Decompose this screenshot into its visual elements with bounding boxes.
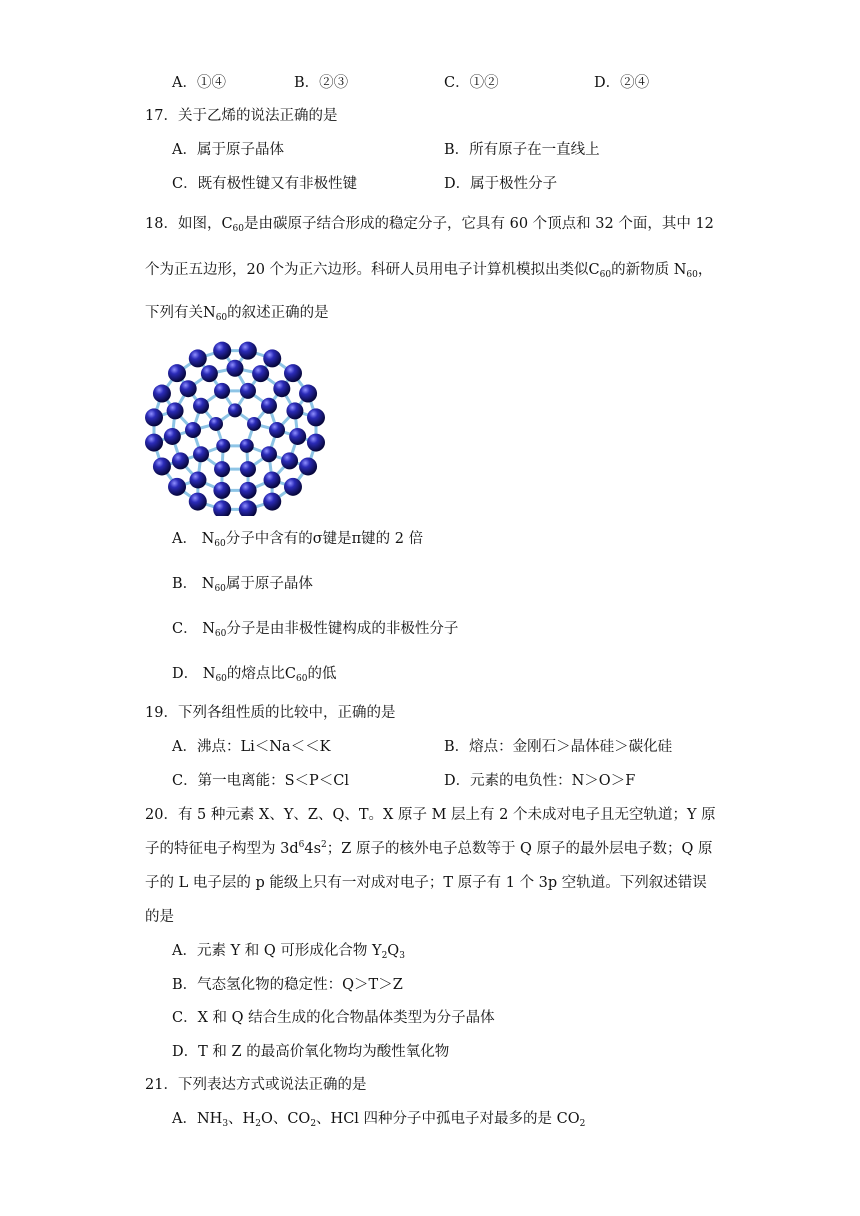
- atom: [189, 493, 207, 511]
- q20-option-b: B．气态氢化物的稳定性：Q＞T＞Z: [172, 977, 403, 993]
- q17-option-d: D．属于极性分子: [444, 176, 558, 192]
- atom: [239, 342, 257, 360]
- atom: [281, 452, 298, 469]
- atom: [240, 383, 256, 399]
- atom: [168, 478, 186, 496]
- atom: [213, 482, 230, 499]
- q16-option-a: A．①④: [172, 75, 226, 91]
- atom: [286, 402, 303, 419]
- q20-option-a: A．元素 Y 和 Q 可形成化合物 $Y_2Q_3$: [172, 943, 405, 961]
- atom: [240, 439, 254, 453]
- atom: [264, 471, 281, 488]
- atom: [216, 439, 230, 453]
- q18-option-d: D． $N_{60}$的熔点比$C_{60}$的低: [172, 666, 337, 684]
- atom: [299, 385, 317, 403]
- atom: [240, 482, 257, 499]
- atom: [307, 434, 325, 452]
- fullerene-molecule-figure: [145, 338, 325, 516]
- atom: [213, 500, 231, 516]
- atom: [168, 364, 186, 382]
- atom: [189, 471, 206, 488]
- atom: [263, 349, 281, 367]
- atom: [185, 422, 201, 438]
- atom: [227, 360, 244, 377]
- q19-option-b: B．熔点：金刚石＞晶体硅＞碳化硅: [444, 739, 673, 755]
- q18-stem-line1: 18．如图，$C_{60}$是由碳原子结合形成的稳定分子，它具有 60 个顶点和 32 个面，其中 12: [145, 216, 714, 234]
- q20-stem-line2: 子的特征电子构型为 $3d^64s^2$；Z 原子的核外电子总数等于 Q 原子的最外层电子数；Q 原: [145, 840, 713, 857]
- q17-stem: 17．关于乙烯的说法正确的是: [145, 108, 338, 124]
- atom: [213, 342, 231, 360]
- atom: [172, 452, 189, 469]
- q19-option-a: A．沸点：Li＜Na＜＜K: [172, 739, 331, 755]
- atom: [145, 408, 163, 426]
- atom: [214, 383, 230, 399]
- q16-option-b: B．②③: [294, 75, 349, 91]
- q17-option-b: B．所有原子在一直线上: [444, 142, 600, 158]
- atom: [189, 349, 207, 367]
- q16-option-d: D．②④: [594, 75, 650, 91]
- q19-stem: 19．下列各组性质的比较中，正确的是: [145, 705, 396, 721]
- atom: [153, 457, 171, 475]
- q18-stem-line2: 个为正五边形，20 个为正六边形。科研人员用电子计算机模拟出类似$C_{60}$的新物质 $N_{60}$，: [145, 262, 713, 280]
- atom: [307, 408, 325, 426]
- atom: [145, 434, 163, 452]
- q20-option-d: D．T 和 Z 的最高价氧化物均为酸性氧化物: [172, 1044, 450, 1060]
- atom: [252, 365, 269, 382]
- q17-option-c: C．既有极性键又有非极性键: [172, 176, 358, 192]
- atom: [240, 461, 256, 477]
- q18-option-a: A． $N_{60}$分子中含有的σ键是π键的 2 倍: [172, 531, 424, 549]
- atom: [193, 398, 209, 414]
- atom: [214, 461, 230, 477]
- atom: [263, 493, 281, 511]
- atom: [273, 380, 290, 397]
- q20-stem-line3: 子的 L 电子层的 p 能级上只有一对成对电子；T 原子有 1 个 3p 空轨道。下列叙述错误: [145, 875, 707, 891]
- q21-stem: 21．下列表达方式或说法正确的是: [145, 1077, 367, 1093]
- atom: [180, 380, 197, 397]
- atom: [228, 403, 242, 417]
- atom: [289, 428, 306, 445]
- atom: [261, 446, 277, 462]
- atom: [261, 398, 277, 414]
- atom: [193, 446, 209, 462]
- q16-option-c: C．①②: [444, 75, 499, 91]
- atom: [239, 500, 257, 516]
- q18-stem-line3: 下列有关$N_{60}$的叙述正确的是: [145, 305, 329, 323]
- atom: [269, 422, 285, 438]
- q20-option-c: C．X 和 Q 结合生成的化合物晶体类型为分子晶体: [172, 1010, 495, 1026]
- q21-option-a: A．$NH_3$、$H_2O$、$CO_2$、HCl 四种分子中孤电子对最多的是 $CO_2$: [172, 1111, 586, 1129]
- q17-option-a: A．属于原子晶体: [172, 142, 284, 158]
- q18-option-b: B． $N_{60}$属于原子晶体: [172, 576, 313, 594]
- atom: [153, 385, 171, 403]
- q19-option-d: D．元素的电负性：N＞O＞F: [444, 773, 636, 789]
- q19-option-c: C．第一电离能：S＜P＜Cl: [172, 773, 350, 789]
- atom: [247, 417, 261, 431]
- atom: [284, 364, 302, 382]
- atom: [201, 365, 218, 382]
- atom: [164, 428, 181, 445]
- q18-option-c: C． $N_{60}$分子是由非极性键构成的非极性分子: [172, 621, 459, 639]
- q20-stem-line1: 20．有 5 种元素 X、Y、Z、Q、T。X 原子 M 层上有 2 个未成对电子且无空轨道；Y 原: [145, 807, 716, 823]
- atom: [299, 457, 317, 475]
- atom: [284, 478, 302, 496]
- q20-stem-line4: 的是: [145, 909, 174, 925]
- atom: [167, 402, 184, 419]
- atom: [209, 417, 223, 431]
